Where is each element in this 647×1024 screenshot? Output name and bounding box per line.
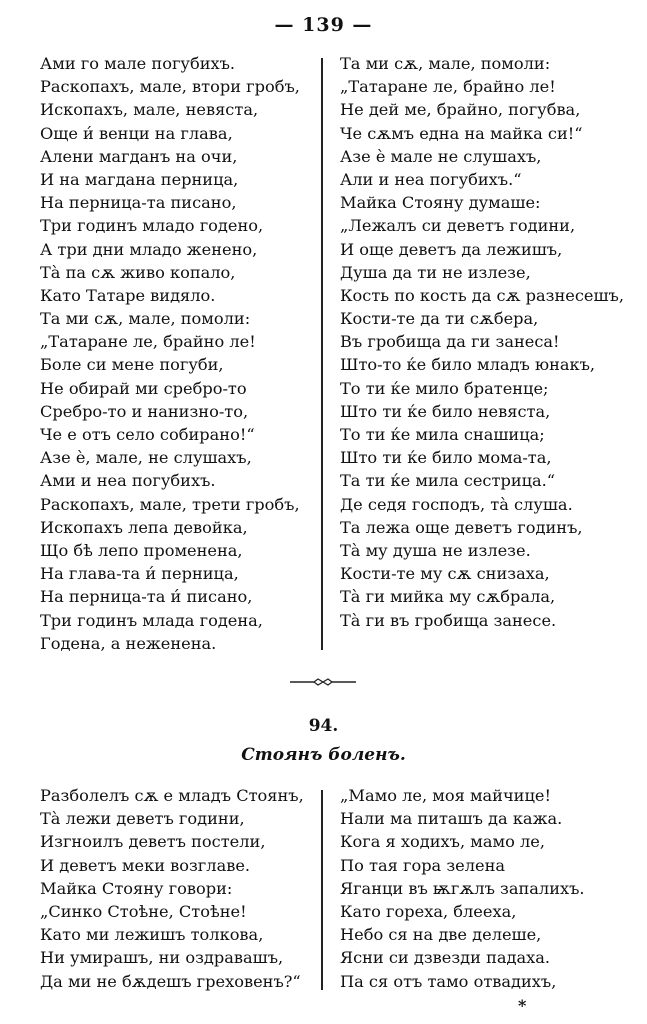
verse-line: То ти ќе мило братенце; <box>340 378 549 398</box>
verse-line: Тà ги въ гробища занесе. <box>340 610 557 630</box>
verse-line: „Мамо ле, моя майчице! <box>340 786 551 805</box>
verse-line: Та ми сѫ, мале, помоли: <box>40 309 251 329</box>
signature-mark: * <box>518 996 527 1015</box>
verse-line: Не обирай ми сребро-то <box>40 378 247 398</box>
verse-line: Што ти ќе било невяста, <box>340 401 551 421</box>
verse-line: Че сѫмъ една на майка си!“ <box>340 123 583 143</box>
verse-line: Ископахъ лепа девойка, <box>40 517 248 537</box>
verse-line: По тая гора зелена <box>340 855 506 875</box>
column-divider-top <box>321 58 323 650</box>
verse-line: А три дни младо женено, <box>40 239 258 259</box>
section-ornament <box>290 676 356 688</box>
verse-line: Като гореха, блееха, <box>340 901 517 921</box>
verse-line: Майка Стояну говори: <box>40 878 233 898</box>
verse-line: Де седя господъ, тà слуша. <box>340 494 573 514</box>
verse-line: „Татаране ле, брайно ле! <box>40 332 256 352</box>
song-number: 94. <box>308 716 339 736</box>
verse-line: Още и́ венци на глава, <box>40 123 233 143</box>
verse-line: Па ся отъ тамо отвадихъ, <box>340 971 557 991</box>
verse-line: Тà па сѫ живо копало, <box>40 262 236 282</box>
verse-line: И деветъ меки возглаве. <box>40 855 251 875</box>
verse-line: Ами го мале погубихъ. <box>40 54 236 73</box>
verse-line: То ти ќе мила снашица; <box>340 425 545 444</box>
verse-line: Че е отъ село собирано!“ <box>40 425 255 444</box>
verse-line: Азе è, мале, не слушахъ, <box>40 448 252 468</box>
verse-line: Та ми сѫ, мале, помоли: <box>340 54 551 73</box>
verse-line: Боле си мене погуби, <box>40 355 224 375</box>
verse-line: Ами и неа погубихъ. <box>40 471 216 491</box>
verse-line: Разболелъ сѫ е младъ Стоянъ, <box>40 786 304 805</box>
verse-line: Не дей ме, брайно, погубва, <box>340 100 581 120</box>
verse-line: Три годинъ младо годено, <box>40 216 264 236</box>
verse-line: Тà му душа не излезе. <box>340 540 531 560</box>
verse-line: Да ми не бѫдешъ греховенъ?“ <box>40 971 301 991</box>
verse-line: „Татаране ле, брайно ле! <box>340 77 556 97</box>
verse-line: Като Татаре видяло. <box>40 285 216 305</box>
verse-line: „Синко Стоѣне, Стоѣне! <box>40 901 247 921</box>
verse-line: Раскопахъ, мале, втори гробъ, <box>40 77 300 97</box>
verse-line: Раскопахъ, мале, трети гробъ, <box>40 494 300 514</box>
verse-line: Небо ся на две делеше, <box>340 925 542 945</box>
verse-line: Три годинъ млада годена, <box>40 610 263 630</box>
verse-line: Нали ма питашъ да кажа. <box>340 809 563 829</box>
verse-line: Яганци въ ѭгѫлъ запалихъ. <box>340 878 585 898</box>
verse-line: И на магдана перница, <box>40 169 239 189</box>
song-title: Стоянъ боленъ. <box>241 745 406 765</box>
verse-line: Ископахъ, мале, невяста, <box>40 100 259 120</box>
verse-line: Сребро-то и нанизно-то, <box>40 401 249 421</box>
verse-line: На глава-та и́ перница, <box>40 564 239 584</box>
verse-line: Кога я ходихъ, мамо ле, <box>340 832 545 852</box>
verse-line: Кости-те му сѫ снизаха, <box>340 564 550 584</box>
verse-line: Кость по кость да сѫ разнесешъ, <box>340 285 624 305</box>
verse-line: „Лежалъ си деветъ години, <box>340 216 576 236</box>
verse-line: Като ми лежишъ толкова, <box>40 925 264 945</box>
verse-line: Годена, а неженена. <box>40 633 217 653</box>
verse-line: Що бѣ лепо променена, <box>40 540 243 560</box>
verse-line: На перница-та писано, <box>40 193 237 213</box>
bottom-left-column <box>40 784 304 993</box>
verse-line: Та лежа още деветъ годинъ, <box>340 517 583 537</box>
verse-line: Кости-те да ти сѫбера, <box>340 309 539 329</box>
verse-line: Што-то ќе било младъ юнакъ, <box>340 355 596 375</box>
verse-line: Али и неа погубихъ.“ <box>340 169 522 189</box>
page-number: — 139 — <box>274 14 373 36</box>
verse-line: Та ти ќе мила сестрица.“ <box>340 471 556 491</box>
column-divider-bottom <box>321 790 323 990</box>
verse-line: Алени магданъ на очи, <box>40 146 238 166</box>
verse-line: Въ гробища да ги занеса! <box>340 332 560 352</box>
verse-line: Азе è мале не слушахъ, <box>340 146 542 166</box>
verse-line: Душа да ти не излезе, <box>340 262 531 282</box>
verse-line: И още деветъ да лежишъ, <box>340 239 563 259</box>
bottom-right-column <box>340 784 585 993</box>
verse-line: Што ти ќе било мома-та, <box>340 448 552 468</box>
verse-line: Тà ги мийка му сѫбрала, <box>340 587 556 607</box>
verse-line: Ни умирашъ, ни оздравашъ, <box>40 948 284 968</box>
top-right-column <box>340 52 624 632</box>
verse-line: Тà лежи деветъ години, <box>40 809 245 829</box>
verse-line: Майка Стояну думаше: <box>340 193 541 213</box>
verse-line: Ясни си дзвезди падаха. <box>340 948 551 968</box>
top-left-column <box>40 52 300 655</box>
verse-line: Изгноилъ деветъ постели, <box>40 832 266 852</box>
verse-line: На перница-та и́ писано, <box>40 587 253 607</box>
